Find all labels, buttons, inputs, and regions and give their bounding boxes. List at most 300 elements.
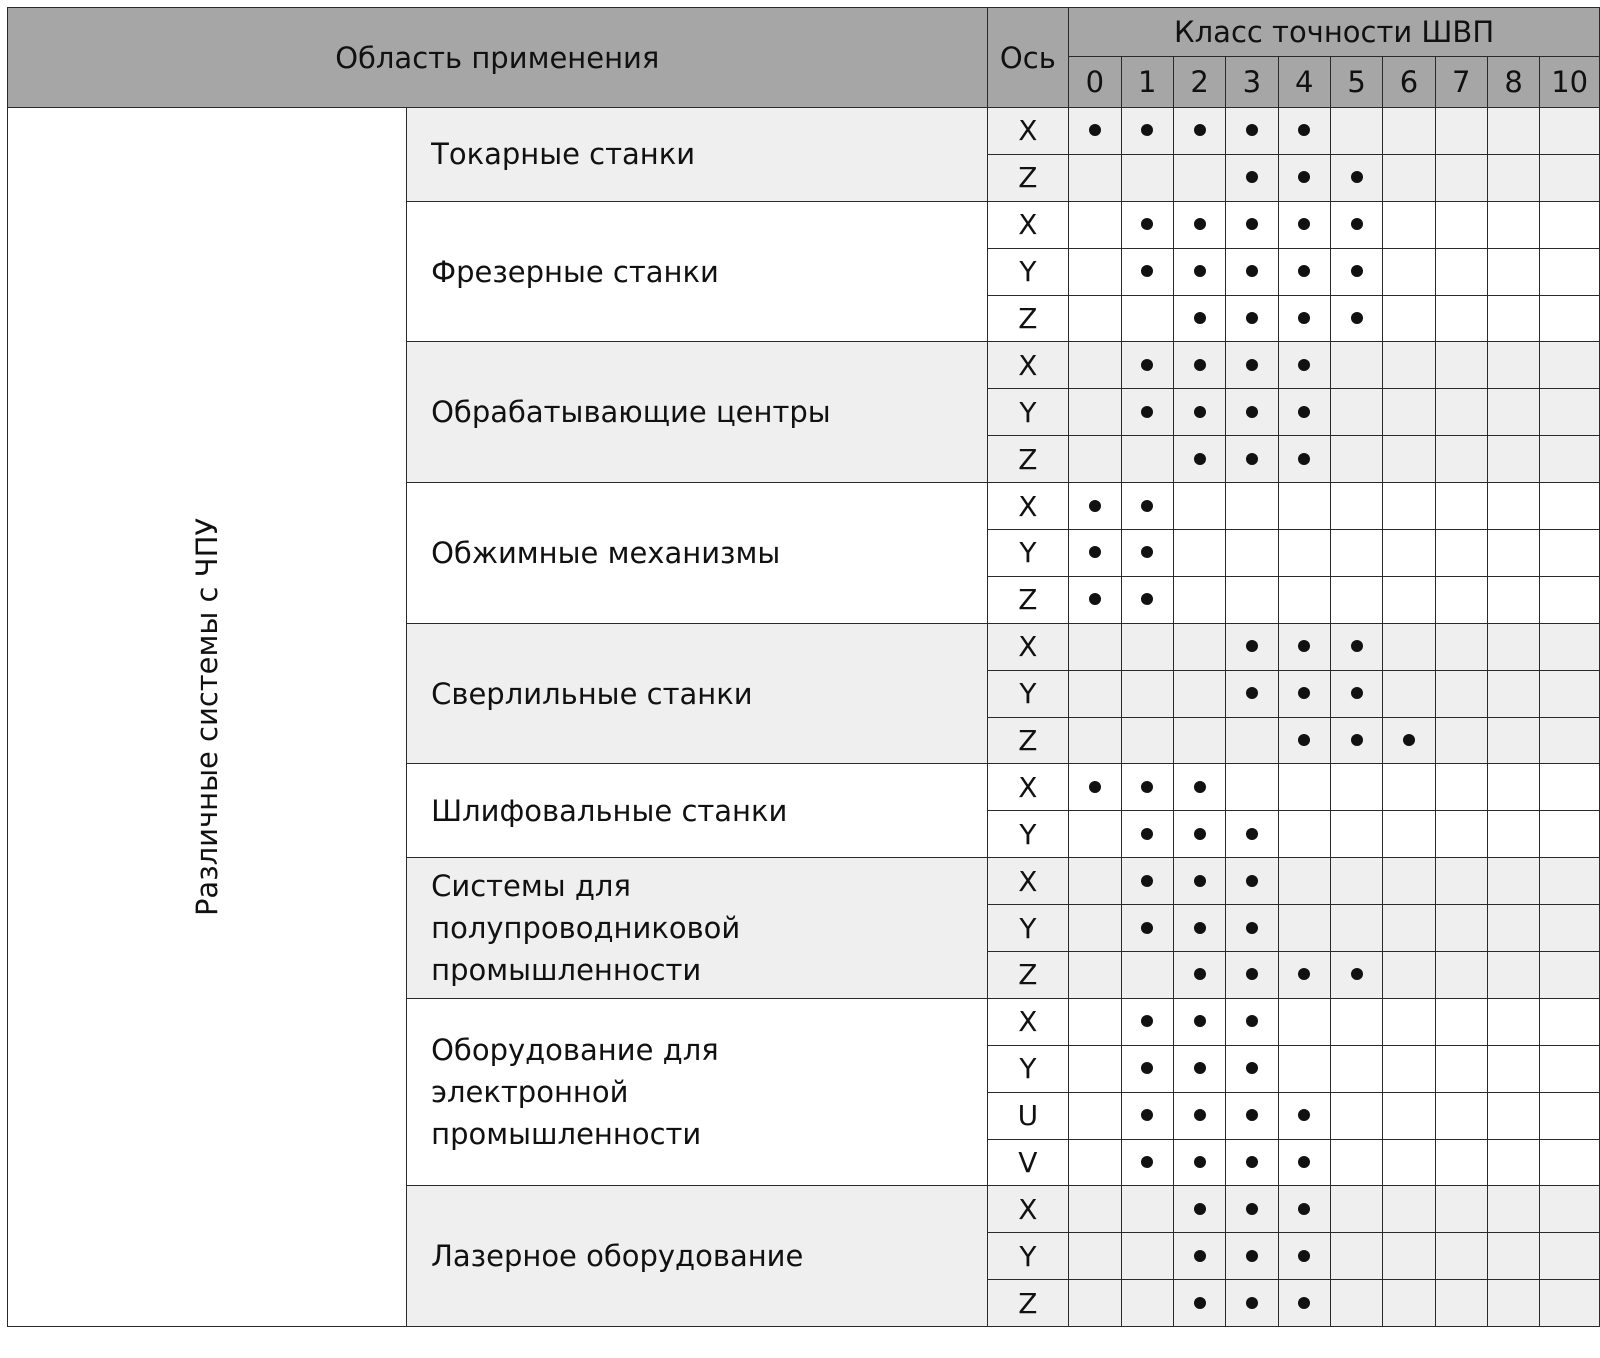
axis-label: X [987, 108, 1069, 155]
class-cell-3 [1226, 530, 1278, 577]
class-cell-5 [1330, 483, 1382, 530]
class-cell-4 [1278, 1186, 1330, 1233]
class-cell-8 [1487, 483, 1539, 530]
class-cell-5 [1330, 1186, 1382, 1233]
class-cell-10 [1540, 670, 1600, 717]
applicable-dot-icon [1141, 546, 1153, 558]
class-cell-0 [1069, 342, 1121, 389]
class-cell-6 [1383, 389, 1435, 436]
class-cell-8 [1487, 717, 1539, 764]
class-cell-3 [1226, 1186, 1278, 1233]
class-cell-10 [1540, 1186, 1600, 1233]
applicable-dot-icon [1246, 1297, 1258, 1309]
applicable-dot-icon [1246, 922, 1258, 934]
class-cell-2 [1173, 1280, 1225, 1327]
applicable-dot-icon [1351, 265, 1363, 277]
class-cell-1 [1121, 1233, 1173, 1280]
class-cell-7 [1435, 1186, 1487, 1233]
class-cell-2 [1173, 1233, 1225, 1280]
class-cell-3 [1226, 1280, 1278, 1327]
axis-label: X [987, 764, 1069, 811]
application-name: Лазерное оборудование [407, 1186, 987, 1327]
class-cell-0 [1069, 1045, 1121, 1092]
class-cell-0 [1069, 1139, 1121, 1186]
axis-label: Y [987, 811, 1069, 858]
class-cell-1 [1121, 576, 1173, 623]
applicable-dot-icon [1298, 687, 1310, 699]
class-cell-3 [1226, 248, 1278, 295]
applicable-dot-icon [1246, 1015, 1258, 1027]
class-cell-4 [1278, 717, 1330, 764]
class-cell-8 [1487, 858, 1539, 905]
applicable-dot-icon [1141, 593, 1153, 605]
class-cell-2 [1173, 858, 1225, 905]
class-cell-5 [1330, 154, 1382, 201]
application-name: Сверлильные станки [407, 623, 987, 764]
class-cell-2 [1173, 342, 1225, 389]
class-cell-5 [1330, 670, 1382, 717]
applicable-dot-icon [1298, 312, 1310, 324]
class-cell-0 [1069, 576, 1121, 623]
applicable-dot-icon [1246, 265, 1258, 277]
class-cell-10 [1540, 1280, 1600, 1327]
class-cell-1 [1121, 389, 1173, 436]
class-cell-0 [1069, 623, 1121, 670]
applicable-dot-icon [1194, 1156, 1206, 1168]
applicable-dot-icon [1246, 828, 1258, 840]
application-name: Токарные станки [407, 108, 987, 202]
class-cell-10 [1540, 389, 1600, 436]
class-cell-8 [1487, 389, 1539, 436]
class-cell-8 [1487, 576, 1539, 623]
applicable-dot-icon [1246, 453, 1258, 465]
applicable-dot-icon [1298, 171, 1310, 183]
class-cell-4 [1278, 811, 1330, 858]
accuracy-table-wrapper [7, 7, 1600, 1327]
class-cell-6 [1383, 1139, 1435, 1186]
applicable-dot-icon [1246, 218, 1258, 230]
class-cell-8 [1487, 436, 1539, 483]
class-cell-1 [1121, 998, 1173, 1045]
class-cell-4 [1278, 295, 1330, 342]
axis-label: V [987, 1139, 1069, 1186]
class-cell-8 [1487, 530, 1539, 577]
axis-label: Y [987, 1045, 1069, 1092]
class-cell-0 [1069, 1233, 1121, 1280]
applicable-dot-icon [1141, 265, 1153, 277]
class-cell-4 [1278, 952, 1330, 999]
applicable-dot-icon [1298, 1203, 1310, 1215]
class-cell-10 [1540, 717, 1600, 764]
applicable-dot-icon [1246, 171, 1258, 183]
applicable-dot-icon [1351, 968, 1363, 980]
class-cell-4 [1278, 576, 1330, 623]
class-cell-7 [1435, 998, 1487, 1045]
class-cell-5 [1330, 530, 1382, 577]
class-cell-8 [1487, 811, 1539, 858]
applicable-dot-icon [1194, 312, 1206, 324]
class-cell-8 [1487, 998, 1539, 1045]
class-cell-7 [1435, 483, 1487, 530]
class-cell-4 [1278, 154, 1330, 201]
class-cell-0 [1069, 717, 1121, 764]
class-cell-6 [1383, 764, 1435, 811]
class-cell-7 [1435, 623, 1487, 670]
class-cell-6 [1383, 717, 1435, 764]
class-cell-0 [1069, 154, 1121, 201]
class-cell-3 [1226, 154, 1278, 201]
class-cell-3 [1226, 670, 1278, 717]
applicable-dot-icon [1298, 1109, 1310, 1121]
class-cell-3 [1226, 764, 1278, 811]
class-cell-0 [1069, 811, 1121, 858]
class-cell-2 [1173, 764, 1225, 811]
class-cell-4 [1278, 1280, 1330, 1327]
applicable-dot-icon [1298, 640, 1310, 652]
applicable-dot-icon [1089, 500, 1101, 512]
class-cell-3 [1226, 483, 1278, 530]
class-cell-10 [1540, 858, 1600, 905]
class-cell-6 [1383, 905, 1435, 952]
class-cell-3 [1226, 1092, 1278, 1139]
class-cell-0 [1069, 764, 1121, 811]
header-class-6: 6 [1383, 57, 1435, 108]
class-cell-3 [1226, 389, 1278, 436]
applicable-dot-icon [1194, 1203, 1206, 1215]
class-cell-7 [1435, 576, 1487, 623]
class-cell-2 [1173, 623, 1225, 670]
applicable-dot-icon [1194, 1109, 1206, 1121]
class-cell-6 [1383, 1280, 1435, 1327]
class-cell-4 [1278, 998, 1330, 1045]
class-cell-5 [1330, 248, 1382, 295]
axis-label: Y [987, 530, 1069, 577]
axis-label: Z [987, 576, 1069, 623]
class-cell-1 [1121, 858, 1173, 905]
axis-label: Y [987, 248, 1069, 295]
class-cell-3 [1226, 295, 1278, 342]
class-cell-7 [1435, 154, 1487, 201]
class-cell-5 [1330, 1233, 1382, 1280]
class-cell-3 [1226, 201, 1278, 248]
application-name: Шлифовальные станки [407, 764, 987, 858]
class-cell-2 [1173, 905, 1225, 952]
class-cell-6 [1383, 483, 1435, 530]
class-cell-4 [1278, 436, 1330, 483]
applicable-dot-icon [1246, 968, 1258, 980]
applicable-dot-icon [1089, 546, 1101, 558]
class-cell-5 [1330, 1092, 1382, 1139]
applicable-dot-icon [1298, 968, 1310, 980]
class-cell-1 [1121, 1045, 1173, 1092]
class-cell-6 [1383, 154, 1435, 201]
class-cell-1 [1121, 530, 1173, 577]
application-name: Системы для полупроводниковой промышленности [407, 858, 987, 999]
applicable-dot-icon [1141, 875, 1153, 887]
class-cell-1 [1121, 1139, 1173, 1186]
class-cell-7 [1435, 342, 1487, 389]
class-cell-6 [1383, 530, 1435, 577]
class-cell-8 [1487, 1045, 1539, 1092]
applicable-dot-icon [1351, 734, 1363, 746]
class-cell-8 [1487, 342, 1539, 389]
applicable-dot-icon [1246, 359, 1258, 371]
applicable-dot-icon [1298, 265, 1310, 277]
applicable-dot-icon [1194, 265, 1206, 277]
application-name: Оборудование для электронной промышленности [407, 998, 987, 1186]
class-cell-10 [1540, 1139, 1600, 1186]
class-cell-3 [1226, 905, 1278, 952]
applicable-dot-icon [1351, 218, 1363, 230]
class-cell-0 [1069, 389, 1121, 436]
applicable-dot-icon [1194, 968, 1206, 980]
applicable-dot-icon [1298, 406, 1310, 418]
class-cell-7 [1435, 764, 1487, 811]
class-cell-0 [1069, 1186, 1121, 1233]
class-cell-4 [1278, 670, 1330, 717]
class-cell-4 [1278, 530, 1330, 577]
class-cell-5 [1330, 623, 1382, 670]
applicable-dot-icon [1298, 453, 1310, 465]
class-cell-3 [1226, 436, 1278, 483]
applicable-dot-icon [1194, 359, 1206, 371]
class-cell-8 [1487, 108, 1539, 155]
axis-label: Z [987, 717, 1069, 764]
class-cell-8 [1487, 623, 1539, 670]
class-cell-0 [1069, 483, 1121, 530]
class-cell-2 [1173, 295, 1225, 342]
applicable-dot-icon [1194, 406, 1206, 418]
class-cell-0 [1069, 248, 1121, 295]
class-cell-2 [1173, 530, 1225, 577]
header-accuracy-class: Класс точности ШВП [1069, 8, 1600, 57]
header-application: Область применения [8, 8, 988, 108]
class-cell-10 [1540, 1233, 1600, 1280]
class-cell-3 [1226, 1139, 1278, 1186]
class-cell-10 [1540, 952, 1600, 999]
axis-label: X [987, 201, 1069, 248]
class-cell-6 [1383, 858, 1435, 905]
applicable-dot-icon [1298, 734, 1310, 746]
class-cell-4 [1278, 483, 1330, 530]
class-cell-1 [1121, 670, 1173, 717]
class-cell-2 [1173, 154, 1225, 201]
applicable-dot-icon [1194, 1297, 1206, 1309]
applicable-dot-icon [1298, 1156, 1310, 1168]
applicable-dot-icon [1246, 1156, 1258, 1168]
header-class-8: 8 [1487, 57, 1539, 108]
axis-label: Y [987, 905, 1069, 952]
class-cell-2 [1173, 811, 1225, 858]
axis-label: Z [987, 154, 1069, 201]
class-cell-7 [1435, 1045, 1487, 1092]
class-cell-0 [1069, 108, 1121, 155]
class-cell-5 [1330, 436, 1382, 483]
applicable-dot-icon [1194, 1015, 1206, 1027]
class-cell-2 [1173, 1186, 1225, 1233]
class-cell-8 [1487, 952, 1539, 999]
class-cell-4 [1278, 1233, 1330, 1280]
axis-label: X [987, 342, 1069, 389]
class-cell-3 [1226, 623, 1278, 670]
class-cell-3 [1226, 108, 1278, 155]
class-cell-6 [1383, 436, 1435, 483]
class-cell-7 [1435, 108, 1487, 155]
applicable-dot-icon [1141, 922, 1153, 934]
applicable-dot-icon [1141, 1062, 1153, 1074]
class-cell-5 [1330, 108, 1382, 155]
class-cell-5 [1330, 1045, 1382, 1092]
class-cell-2 [1173, 576, 1225, 623]
class-cell-7 [1435, 436, 1487, 483]
header-class-1: 1 [1121, 57, 1173, 108]
applicable-dot-icon [1089, 781, 1101, 793]
class-cell-1 [1121, 342, 1173, 389]
applicable-dot-icon [1141, 781, 1153, 793]
class-cell-7 [1435, 1139, 1487, 1186]
applicable-dot-icon [1351, 312, 1363, 324]
class-cell-7 [1435, 248, 1487, 295]
class-cell-4 [1278, 108, 1330, 155]
class-cell-5 [1330, 764, 1382, 811]
class-cell-10 [1540, 248, 1600, 295]
applicable-dot-icon [1246, 687, 1258, 699]
class-cell-0 [1069, 998, 1121, 1045]
header-class-3: 3 [1226, 57, 1278, 108]
class-cell-3 [1226, 998, 1278, 1045]
class-cell-1 [1121, 154, 1173, 201]
class-cell-1 [1121, 201, 1173, 248]
applicable-dot-icon [1351, 687, 1363, 699]
class-cell-0 [1069, 952, 1121, 999]
axis-label: Y [987, 1233, 1069, 1280]
class-cell-2 [1173, 248, 1225, 295]
class-cell-2 [1173, 998, 1225, 1045]
class-cell-7 [1435, 905, 1487, 952]
class-cell-1 [1121, 811, 1173, 858]
applicable-dot-icon [1194, 453, 1206, 465]
applicable-dot-icon [1246, 875, 1258, 887]
class-cell-10 [1540, 811, 1600, 858]
applicable-dot-icon [1194, 875, 1206, 887]
axis-label: X [987, 998, 1069, 1045]
class-cell-6 [1383, 1092, 1435, 1139]
class-cell-7 [1435, 1233, 1487, 1280]
applicable-dot-icon [1194, 1250, 1206, 1262]
class-cell-7 [1435, 858, 1487, 905]
class-cell-6 [1383, 108, 1435, 155]
applicable-dot-icon [1141, 500, 1153, 512]
class-cell-2 [1173, 952, 1225, 999]
class-cell-4 [1278, 342, 1330, 389]
class-cell-2 [1173, 201, 1225, 248]
applicable-dot-icon [1141, 406, 1153, 418]
applicable-dot-icon [1298, 359, 1310, 371]
axis-label: X [987, 1186, 1069, 1233]
header-class-4: 4 [1278, 57, 1330, 108]
applicable-dot-icon [1246, 1109, 1258, 1121]
applicable-dot-icon [1141, 1109, 1153, 1121]
class-cell-10 [1540, 1045, 1600, 1092]
class-cell-8 [1487, 1139, 1539, 1186]
class-cell-0 [1069, 858, 1121, 905]
class-cell-10 [1540, 483, 1600, 530]
header-class-7: 7 [1435, 57, 1487, 108]
class-cell-2 [1173, 717, 1225, 764]
class-cell-10 [1540, 436, 1600, 483]
class-cell-1 [1121, 436, 1173, 483]
header-class-2: 2 [1173, 57, 1225, 108]
class-cell-1 [1121, 952, 1173, 999]
class-cell-5 [1330, 858, 1382, 905]
class-cell-10 [1540, 623, 1600, 670]
class-cell-7 [1435, 1280, 1487, 1327]
class-cell-1 [1121, 1092, 1173, 1139]
applicable-dot-icon [1194, 781, 1206, 793]
class-cell-6 [1383, 1045, 1435, 1092]
class-cell-3 [1226, 1233, 1278, 1280]
header-class-5: 5 [1330, 57, 1382, 108]
class-cell-0 [1069, 1092, 1121, 1139]
class-cell-8 [1487, 201, 1539, 248]
class-cell-0 [1069, 295, 1121, 342]
applicable-dot-icon [1298, 1297, 1310, 1309]
applicable-dot-icon [1089, 124, 1101, 136]
class-cell-4 [1278, 764, 1330, 811]
axis-label: Y [987, 670, 1069, 717]
class-cell-7 [1435, 717, 1487, 764]
class-cell-0 [1069, 670, 1121, 717]
applicable-dot-icon [1141, 1156, 1153, 1168]
class-cell-10 [1540, 154, 1600, 201]
class-cell-8 [1487, 1186, 1539, 1233]
class-cell-6 [1383, 623, 1435, 670]
class-cell-4 [1278, 1092, 1330, 1139]
class-cell-5 [1330, 1280, 1382, 1327]
class-cell-3 [1226, 858, 1278, 905]
axis-label: X [987, 858, 1069, 905]
table-row [8, 108, 1600, 155]
class-cell-3 [1226, 717, 1278, 764]
applicable-dot-icon [1141, 359, 1153, 371]
application-name: Обрабатывающие центры [407, 342, 987, 483]
class-cell-10 [1540, 108, 1600, 155]
class-cell-10 [1540, 530, 1600, 577]
class-cell-10 [1540, 905, 1600, 952]
applicable-dot-icon [1194, 1062, 1206, 1074]
class-cell-1 [1121, 483, 1173, 530]
axis-label: Z [987, 952, 1069, 999]
class-cell-7 [1435, 295, 1487, 342]
class-cell-10 [1540, 998, 1600, 1045]
class-cell-5 [1330, 1139, 1382, 1186]
class-cell-2 [1173, 1045, 1225, 1092]
applicable-dot-icon [1246, 312, 1258, 324]
applicable-dot-icon [1298, 124, 1310, 136]
applicable-dot-icon [1141, 124, 1153, 136]
applicable-dot-icon [1194, 218, 1206, 230]
applicable-dot-icon [1298, 218, 1310, 230]
class-cell-3 [1226, 811, 1278, 858]
class-cell-6 [1383, 576, 1435, 623]
applicable-dot-icon [1246, 124, 1258, 136]
class-cell-5 [1330, 717, 1382, 764]
class-cell-10 [1540, 1092, 1600, 1139]
class-cell-5 [1330, 998, 1382, 1045]
side-category-text: Различные системы с ЧПУ [190, 518, 225, 917]
class-cell-4 [1278, 905, 1330, 952]
class-cell-0 [1069, 201, 1121, 248]
